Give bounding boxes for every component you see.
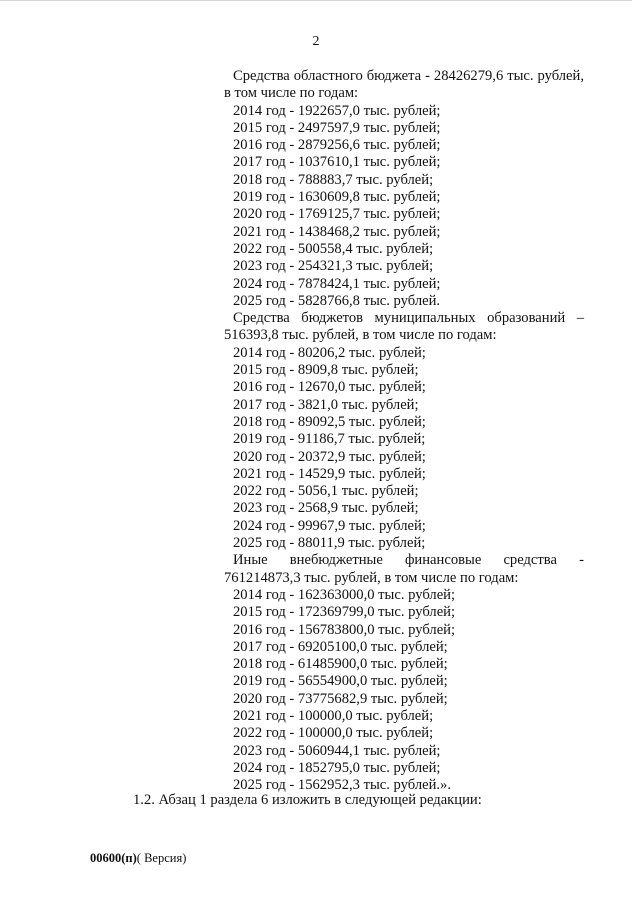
section-heading: Иные внебюджетные финансовые средства - 761214873,3 тыс. рублей, в том числе по годам: [224,552,584,586]
year-line: 2016 год - 12670,0 тыс. рублей; [233,379,426,396]
year-line: 2023 год - 2568,9 тыс. рублей; [233,500,419,517]
year-line: 2020 год - 20372,9 тыс. рублей; [233,448,426,465]
year-line: 2015 год - 172369799,0 тыс. рублей; [233,604,456,621]
year-line: 2025 год - 5828766,8 тыс. рублей. [233,292,441,309]
version-label: ( Версия) [136,851,187,865]
year-line: 2021 год - 14529,9 тыс. рублей; [233,465,426,482]
year-line: 2025 год - 1562952,3 тыс. рублей.». [233,777,451,794]
year-line: 2019 год - 1630609,8 тыс. рублей; [233,189,441,206]
year-line: 2022 год - 5056,1 тыс. рублей; [233,483,419,500]
year-line: 2022 год - 100000,0 тыс. рублей; [233,725,434,742]
year-line: 2018 год - 89092,5 тыс. рублей; [233,413,426,430]
year-line: 2016 год - 2879256,6 тыс. рублей; [233,137,441,154]
year-line: 2016 год - 156783800,0 тыс. рублей; [233,621,456,638]
year-line: 2015 год - 8909,8 тыс. рублей; [233,362,419,379]
scan-top-edge [0,0,632,1]
document-footer [90,851,186,866]
clause-paragraph: 1.2. Абзац 1 раздела 6 изложить в следующей редакции: [133,792,482,808]
year-line: 2025 год - 88011,9 тыс. рублей; [233,535,426,552]
year-line: 2014 год - 162363000,0 тыс. рублей; [233,586,456,603]
year-line: 2023 год - 254321,3 тыс. рублей; [233,258,434,275]
year-line: 2022 год - 500558,4 тыс. рублей; [233,240,434,257]
year-line: 2020 год - 1769125,7 тыс. рублей; [233,206,441,223]
year-line: 2023 год - 5060944,1 тыс. рублей; [233,742,441,759]
regional-budget-section [224,68,584,310]
year-line: 2018 год - 788883,7 тыс. рублей; [233,171,434,188]
document-code: 00600(п) [90,851,137,865]
year-line: 2017 год - 69205100,0 тыс. рублей; [233,638,448,655]
extrabudgetary-section [224,552,584,794]
year-line: 2024 год - 1852795,0 тыс. рублей; [233,759,441,776]
year-line: 2021 год - 1438468,2 тыс. рублей; [233,223,441,240]
page-number: 2 [312,34,320,49]
year-line: 2014 год - 80206,2 тыс. рублей; [233,344,426,361]
year-line: 2015 год - 2497597,9 тыс. рублей; [233,119,441,136]
year-line: 2014 год - 1922657,0 тыс. рублей; [233,102,441,119]
year-line: 2017 год - 1037610,1 тыс. рублей; [233,154,441,171]
year-line: 2019 год - 56554900,0 тыс. рублей; [233,673,448,690]
year-line: 2020 год - 73775682,9 тыс. рублей; [233,690,448,707]
document-body [224,68,584,794]
year-line: 2024 год - 7878424,1 тыс. рублей; [233,275,441,292]
year-line: 2018 год - 61485900,0 тыс. рублей; [233,656,448,673]
year-line: 2024 год - 99967,9 тыс. рублей; [233,517,426,534]
municipal-budget-section [224,310,584,552]
section-heading: Средства бюджетов муниципальных образований – 516393,8 тыс. рублей, в том числе по годам: [224,310,584,344]
year-line: 2021 год - 100000,0 тыс. рублей; [233,707,434,724]
year-line: 2017 год - 3821,0 тыс. рублей; [233,396,419,413]
year-line: 2019 год - 91186,7 тыс. рублей; [233,431,426,448]
section-heading: Средства областного бюджета - 28426279,6 тыс. рублей, в том числе по годам: [224,68,584,102]
